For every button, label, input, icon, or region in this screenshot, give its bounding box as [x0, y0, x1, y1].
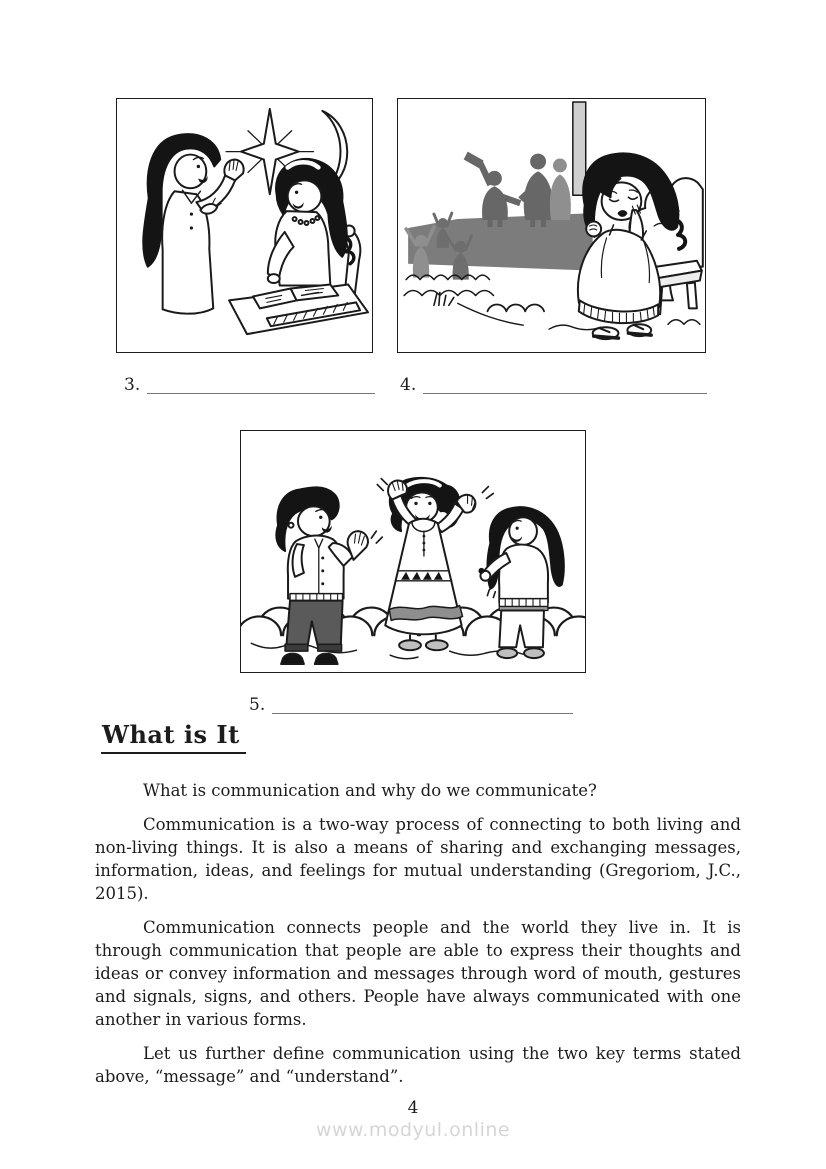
watermark: www.modyul.online — [315, 1119, 511, 1141]
figure-frame-4 — [397, 98, 706, 353]
answer-blank-4 — [400, 374, 707, 394]
page-number: 4 — [407, 1098, 419, 1118]
illustration-children-dancing-icon — [241, 431, 585, 672]
figure-frame-3 — [116, 98, 373, 353]
illustration-crying-girl-stage-icon — [398, 99, 705, 352]
figure-frame-5 — [240, 430, 586, 673]
illustration-girls-signing-icon — [117, 99, 372, 352]
blank-number-5: 5. — [249, 695, 266, 715]
paragraph-key-terms: Let us further define communication using the two key terms stated above, “message” and “understand”. — [95, 1044, 741, 1086]
answer-line-4 — [423, 373, 707, 394]
section-heading: What is It — [101, 720, 246, 754]
blank-number-3: 3. — [124, 375, 141, 395]
answer-blank-3 — [124, 374, 375, 394]
answer-line-3 — [147, 373, 375, 394]
paragraph-connects: Communication connects people and the world they live in. It is through communication that people are able to express their thoughts and ideas or convey information and messages through word of mouth, gestures and signals, signs, and others. People have always communicated with one another in various forms. — [95, 918, 741, 1029]
blank-number-4: 4. — [400, 375, 417, 395]
answer-blank-5 — [249, 694, 573, 714]
answer-line-5 — [272, 693, 573, 714]
paragraph-definition: Communication is a two-way process of connecting to both living and non-living things. It is also a means of sharing and exchanging messages, information, ideas, and feelings for mutual understanding (Gregoriom, J.C., 2015). — [95, 815, 741, 903]
paragraph-question: What is communication and why do we communicate? — [143, 781, 597, 800]
body-text — [95, 779, 741, 1099]
